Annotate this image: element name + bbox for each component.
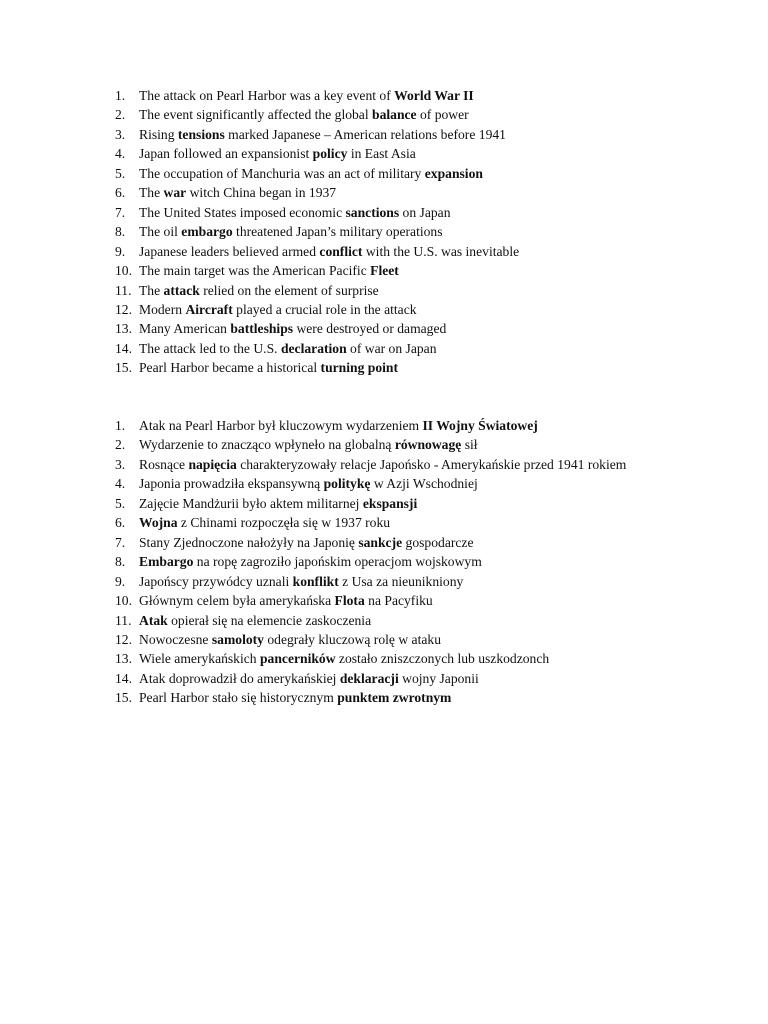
- list-item: [115, 435, 675, 454]
- item-number: 7.: [115, 204, 126, 220]
- item-text-after: witch China began in 1937: [186, 185, 337, 201]
- item-text-after: threatened Japan’s military operations: [232, 224, 443, 240]
- list-item: [115, 630, 675, 649]
- list-item: [115, 281, 675, 300]
- item-number: 8.: [115, 224, 126, 240]
- item-number: 12.: [115, 631, 132, 647]
- item-text-before: The oil: [139, 224, 182, 240]
- item-number: 3.: [115, 456, 126, 472]
- item-number: 14.: [115, 670, 132, 686]
- item-text-before: The occupation of Manchuria was an act of military: [139, 165, 425, 181]
- item-keyword: declaration: [280, 340, 347, 356]
- item-number: 10.: [115, 593, 132, 609]
- item-number: 12.: [115, 301, 132, 317]
- english-vocabulary-list: [115, 86, 675, 378]
- item-text-before: Pearl Harbor stało się historycznym: [139, 690, 338, 706]
- polish-vocabulary-list: [115, 416, 675, 708]
- item-keyword: politykę: [323, 476, 371, 492]
- item-text-before: The United States imposed economic: [139, 204, 346, 220]
- list-item: [115, 86, 675, 105]
- item-text-after: na Pacyfiku: [364, 593, 433, 609]
- list-item: [115, 203, 675, 222]
- item-keyword: deklaracji: [339, 670, 399, 686]
- item-keyword: Wojna: [139, 515, 178, 531]
- list-item: [115, 591, 675, 610]
- item-number: 1.: [115, 418, 126, 433]
- item-text-before: The main target was the American Pacific: [139, 263, 371, 279]
- item-number: 15.: [115, 360, 132, 376]
- item-keyword: conflict: [319, 243, 363, 259]
- list-item: [115, 339, 675, 358]
- item-text-before: Wydarzenie to znacząco wpłyneło na globalną: [139, 437, 395, 453]
- item-text-before: Stany Zjednoczone nałożyły na Japonię: [139, 534, 359, 550]
- item-text-before: Zajęcie Mandżurii było aktem militarnej: [139, 495, 363, 511]
- item-keyword: II Wojny Światowej: [422, 418, 538, 433]
- list-item: [115, 242, 675, 261]
- item-number: 4.: [115, 476, 126, 492]
- item-number: 13.: [115, 321, 132, 337]
- list-item: [115, 300, 675, 319]
- item-number: 8.: [115, 554, 126, 570]
- item-keyword: tensions: [177, 126, 225, 142]
- item-keyword: Flota: [334, 593, 365, 609]
- item-text-after: charakteryzowały relacje Japońsko - Amerykańskie przed 1941 rokiem: [236, 456, 627, 472]
- list-item: [115, 455, 675, 474]
- item-number: 14.: [115, 340, 132, 356]
- item-text-before: The: [139, 282, 164, 298]
- item-keyword: ekspansji: [362, 495, 418, 511]
- item-number: 4.: [115, 146, 126, 162]
- item-keyword: Atak: [139, 612, 168, 628]
- item-keyword: Fleet: [370, 263, 399, 279]
- item-text-before: Wiele amerykańskich: [139, 651, 260, 667]
- item-keyword: napięcia: [188, 456, 237, 472]
- list-item: [115, 358, 675, 377]
- item-text-before: Japanese leaders believed armed: [139, 243, 320, 259]
- item-keyword: policy: [312, 146, 348, 162]
- item-text-after: of war on Japan: [346, 340, 437, 356]
- item-text-before: The event significantly affected the global: [139, 107, 373, 123]
- item-text-after: in East Asia: [347, 146, 416, 162]
- item-text-before: Głównym celem była amerykańska: [139, 593, 335, 609]
- item-text-after: sił: [461, 437, 478, 453]
- item-number: 3.: [115, 126, 126, 142]
- item-keyword: battleships: [230, 321, 294, 337]
- list-item: [115, 261, 675, 280]
- item-text-before: Japan followed an expansionist: [139, 146, 313, 162]
- item-number: 11.: [115, 282, 132, 298]
- item-text-before: Nowoczesne: [139, 631, 212, 647]
- item-text-before: Rosnące: [139, 456, 189, 472]
- item-text-after: gospodarcze: [402, 534, 474, 550]
- item-text-after: were destroyed or damaged: [293, 321, 447, 337]
- list-item: [115, 552, 675, 571]
- item-keyword: konflikt: [292, 573, 339, 589]
- item-keyword: Aircraft: [185, 301, 233, 317]
- item-text-before: Atak doprowadził do amerykańskiej: [139, 670, 340, 686]
- item-text-after: wojny Japonii: [398, 670, 479, 686]
- list-item: [115, 474, 675, 493]
- list-item: [115, 222, 675, 241]
- list-item: [115, 611, 675, 630]
- list-item: [115, 144, 675, 163]
- item-keyword: sankcje: [358, 534, 403, 550]
- item-keyword: turning point: [320, 360, 398, 376]
- item-keyword: balance: [372, 107, 417, 123]
- list-item: [115, 319, 675, 338]
- item-text-before: Japonia prowadziła ekspansywną: [139, 476, 324, 492]
- item-text-before: The attack on Pearl Harbor was a key event of: [139, 88, 395, 103]
- item-text-after: z Usa za nieunikniony: [338, 573, 464, 589]
- item-text-after: on Japan: [399, 204, 451, 220]
- item-text-before: Atak na Pearl Harbor był kluczowym wydarzeniem: [139, 418, 423, 433]
- item-text-after: w Azji Wschodniej: [370, 476, 478, 492]
- item-number: 9.: [115, 573, 126, 589]
- item-number: 6.: [115, 515, 126, 531]
- item-number: 2.: [115, 437, 126, 453]
- item-text-after: zostało zniszczonych lub uszkodzonch: [335, 651, 550, 667]
- item-number: 1.: [115, 88, 126, 103]
- item-keyword: punktem zwrotnym: [337, 690, 452, 706]
- list-item: [115, 513, 675, 532]
- list-item: [115, 688, 675, 707]
- list-item: [115, 669, 675, 688]
- item-number: 5.: [115, 165, 126, 181]
- item-text-after: played a crucial role in the attack: [232, 301, 417, 317]
- list-item: [115, 105, 675, 124]
- list-item: [115, 533, 675, 552]
- item-number: 2.: [115, 107, 126, 123]
- item-number: 5.: [115, 495, 126, 511]
- item-text-after: with the U.S. was inevitable: [362, 243, 520, 259]
- item-number: 9.: [115, 243, 126, 259]
- item-text-after: marked Japanese – American relations before 1941: [224, 126, 506, 142]
- item-text-after: relied on the element of surprise: [199, 282, 379, 298]
- item-text-before: Pearl Harbor became a historical: [139, 360, 321, 376]
- list-item: [115, 183, 675, 202]
- item-text-before: Modern: [139, 301, 186, 317]
- item-text-before: The: [139, 185, 164, 201]
- item-keyword: pancerników: [260, 651, 336, 667]
- item-keyword: war: [163, 185, 187, 201]
- list-item: [115, 494, 675, 513]
- item-text-after: of power: [416, 107, 469, 123]
- item-number: 10.: [115, 263, 132, 279]
- item-keyword: równowagę: [394, 437, 462, 453]
- item-keyword: World War II: [394, 88, 474, 103]
- item-number: 7.: [115, 534, 126, 550]
- item-keyword: sanctions: [345, 204, 400, 220]
- list-item: [115, 572, 675, 591]
- item-number: 13.: [115, 651, 132, 667]
- item-number: 15.: [115, 690, 132, 706]
- list-item: [115, 125, 675, 144]
- item-text-after: z Chinami rozpoczęła się w 1937 roku: [177, 515, 391, 531]
- item-keyword: Embargo: [139, 554, 194, 570]
- item-keyword: expansion: [424, 165, 483, 181]
- list-item: [115, 164, 675, 183]
- item-text-after: odegrały kluczową rolę w ataku: [263, 631, 441, 647]
- item-text-before: The attack led to the U.S.: [139, 340, 281, 356]
- item-keyword: embargo: [181, 224, 233, 240]
- item-number: 11.: [115, 612, 132, 628]
- list-item: [115, 416, 675, 435]
- item-text-before: Japońscy przywódcy uznali: [139, 573, 293, 589]
- item-keyword: samoloty: [211, 631, 264, 647]
- item-text-before: Many American: [139, 321, 231, 337]
- item-text-before: Rising: [139, 126, 178, 142]
- list-item: [115, 649, 675, 668]
- item-text-after: opierał się na elemencie zaskoczenia: [167, 612, 372, 628]
- item-number: 6.: [115, 185, 126, 201]
- item-keyword: attack: [163, 282, 200, 298]
- item-text-after: na ropę zagroziło japońskim operacjom wojskowym: [193, 554, 482, 570]
